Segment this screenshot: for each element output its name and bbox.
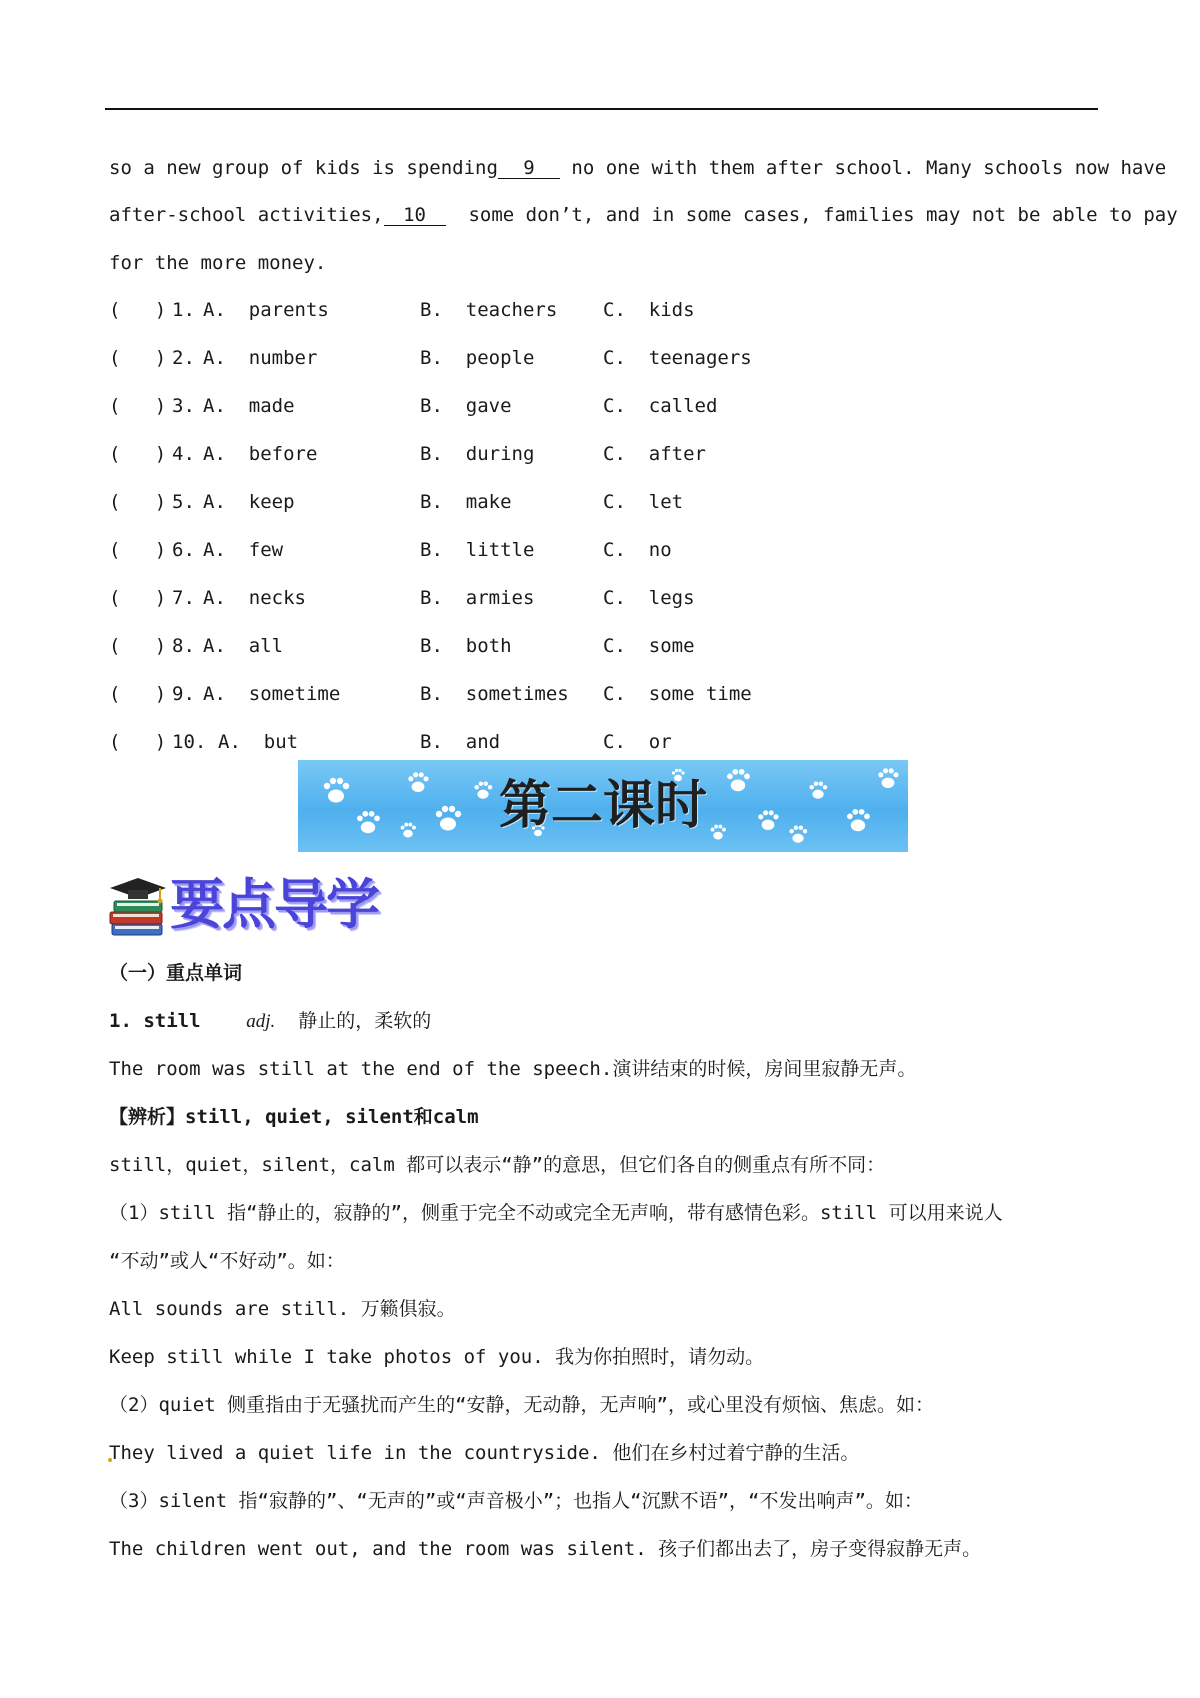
example-sentence: All sounds are still. 万籁俱寂。 bbox=[109, 1298, 456, 1320]
option-c: C. legs bbox=[603, 587, 695, 609]
answer-bracket[interactable]: ( ) bbox=[109, 731, 167, 753]
option-c: C. some time bbox=[603, 683, 752, 705]
question-number: 2. bbox=[172, 347, 195, 369]
graduation-cap-books-icon bbox=[108, 874, 168, 938]
question-number: 10. bbox=[172, 731, 207, 753]
option-a: A. made bbox=[203, 395, 295, 417]
answer-bracket[interactable]: ( ) bbox=[109, 587, 167, 609]
question-number: 3. bbox=[172, 395, 195, 417]
paw-print-icon bbox=[357, 811, 380, 833]
option-b: B. sometimes bbox=[420, 683, 569, 705]
section-heading bbox=[108, 872, 438, 938]
option-a: A. few bbox=[203, 539, 284, 561]
passage-line-3: for the more money. bbox=[109, 252, 327, 274]
paw-print-icon bbox=[408, 772, 428, 792]
option-a: A. but bbox=[218, 731, 299, 753]
word-meaning: 静止的，柔软的 bbox=[298, 1010, 432, 1032]
header-rule bbox=[105, 108, 1098, 110]
question-number: 7. bbox=[172, 587, 195, 609]
passage-text: no one with them after school. Many schools now have bbox=[571, 157, 1167, 179]
answer-bracket[interactable]: ( ) bbox=[109, 347, 167, 369]
option-b: B. gave bbox=[420, 395, 512, 417]
paw-print-icon bbox=[711, 825, 726, 840]
option-c: C. some bbox=[603, 635, 695, 657]
subsection-title: （一）重点单词 bbox=[109, 962, 243, 984]
option-b: B. people bbox=[420, 347, 535, 369]
answer-bracket[interactable]: ( ) bbox=[109, 443, 167, 465]
question-number: 4. bbox=[172, 443, 195, 465]
passage-text: some don’t, and in some cases, families may not be able to pay bbox=[468, 204, 1178, 226]
paw-print-icon bbox=[324, 778, 349, 803]
paw-print-icon bbox=[878, 768, 898, 788]
option-a: A. parents bbox=[203, 299, 329, 321]
question-row bbox=[109, 537, 809, 563]
example-sentence: Keep still while I take photos of you. 我为你拍照时，请勿动。 bbox=[109, 1346, 765, 1368]
option-c: C. let bbox=[603, 491, 684, 513]
paw-print-icon bbox=[727, 769, 750, 791]
question-row bbox=[109, 681, 809, 707]
section-heading-title: 要点导学 bbox=[170, 873, 378, 936]
option-b: B. during bbox=[420, 443, 535, 465]
answer-bracket[interactable]: ( ) bbox=[109, 539, 167, 561]
option-a: A. before bbox=[203, 443, 318, 465]
paw-print-icon bbox=[847, 809, 870, 831]
option-b: B. and bbox=[420, 731, 501, 753]
point-2-line-1: （2）quiet 侧重指由于无骚扰而产生的“安静，无动静，无声响”，或心里没有烦恼、焦虑。如： bbox=[109, 1394, 934, 1416]
part-of-speech: adj. bbox=[246, 1011, 276, 1032]
question-row bbox=[109, 441, 809, 467]
answer-bracket[interactable]: ( ) bbox=[109, 683, 167, 705]
blank-9: 9 bbox=[498, 158, 560, 179]
option-a: A. sometime bbox=[203, 683, 341, 705]
paw-print-icon bbox=[436, 806, 461, 831]
option-c: C. kids bbox=[603, 299, 695, 321]
option-a: A. keep bbox=[203, 491, 295, 513]
point-1-line-2: “不动”或人“不好动”。如： bbox=[109, 1250, 345, 1272]
passage-line-1 bbox=[109, 156, 1167, 180]
lesson-banner bbox=[298, 760, 908, 852]
point-3-line-1: （3）silent 指“寂静的”、“无声的”或“声音极小”；也指人“沉默不语”，“不发出响声”。如： bbox=[109, 1490, 923, 1512]
question-number: 1. bbox=[172, 299, 195, 321]
passage-text: so a new group of kids is spending bbox=[109, 157, 498, 179]
answer-bracket[interactable]: ( ) bbox=[109, 635, 167, 657]
analysis-tag: 【辨析】 bbox=[109, 1106, 186, 1128]
example-sentence: The room was still at the end of the speech.演讲结束的时候，房间里寂静无声。 bbox=[109, 1058, 917, 1080]
answer-bracket[interactable]: ( ) bbox=[109, 299, 167, 321]
example-sentence: They lived a quiet life in the countryside. 他们在乡村过着宁静的生活。 bbox=[109, 1442, 860, 1464]
paw-print-icon bbox=[809, 781, 827, 798]
option-b: B. both bbox=[420, 635, 512, 657]
question-number: 6. bbox=[172, 539, 195, 561]
paw-print-icon bbox=[401, 823, 416, 838]
question-row bbox=[109, 489, 809, 515]
question-row bbox=[109, 345, 809, 371]
option-b: B. armies bbox=[420, 587, 535, 609]
question-row bbox=[109, 729, 809, 755]
option-c: C. after bbox=[603, 443, 706, 465]
question-number: 8. bbox=[172, 635, 195, 657]
example-sentence: The children went out, and the room was silent. 孩子们都出去了，房子变得寂静无声。 bbox=[109, 1538, 982, 1560]
option-a: A. all bbox=[203, 635, 284, 657]
paw-print-icon bbox=[789, 825, 807, 842]
answer-bracket[interactable]: ( ) bbox=[109, 395, 167, 417]
option-b: B. little bbox=[420, 539, 535, 561]
blank-10: 10 bbox=[384, 205, 446, 226]
option-c: C. called bbox=[603, 395, 718, 417]
word-headword: 1. still bbox=[109, 1010, 201, 1032]
question-row bbox=[109, 393, 809, 419]
analysis-intro: still，quiet，silent，calm 都可以表示“静”的意思，但它们各自的侧重点有所不同： bbox=[109, 1154, 886, 1176]
answer-bracket[interactable]: ( ) bbox=[109, 491, 167, 513]
passage-text: after-school activities, bbox=[109, 204, 384, 226]
option-c: C. no bbox=[603, 539, 672, 561]
option-c: C. teenagers bbox=[603, 347, 752, 369]
point-1-line-1: （1）still 指“静止的，寂静的”，侧重于完全不动或完全无声响，带有感情色彩。still 可以用来说人 bbox=[109, 1202, 1003, 1224]
paw-print-icon bbox=[758, 810, 778, 830]
question-row bbox=[109, 633, 809, 659]
question-row bbox=[109, 297, 809, 323]
word-entry bbox=[109, 1008, 431, 1035]
question-number: 5. bbox=[172, 491, 195, 513]
question-number: 9. bbox=[172, 683, 195, 705]
option-b: B. make bbox=[420, 491, 512, 513]
passage-line-2 bbox=[109, 203, 1178, 227]
option-a: A. necks bbox=[203, 587, 306, 609]
paw-print-icon bbox=[474, 781, 492, 798]
question-row bbox=[109, 585, 809, 611]
banner-title: 第二课时 bbox=[498, 776, 707, 836]
analysis-heading bbox=[109, 1104, 479, 1130]
option-c: C. or bbox=[603, 731, 672, 753]
analysis-words: still, quiet, silent和calm bbox=[185, 1106, 479, 1128]
option-a: A. number bbox=[203, 347, 318, 369]
option-b: B. teachers bbox=[420, 299, 558, 321]
